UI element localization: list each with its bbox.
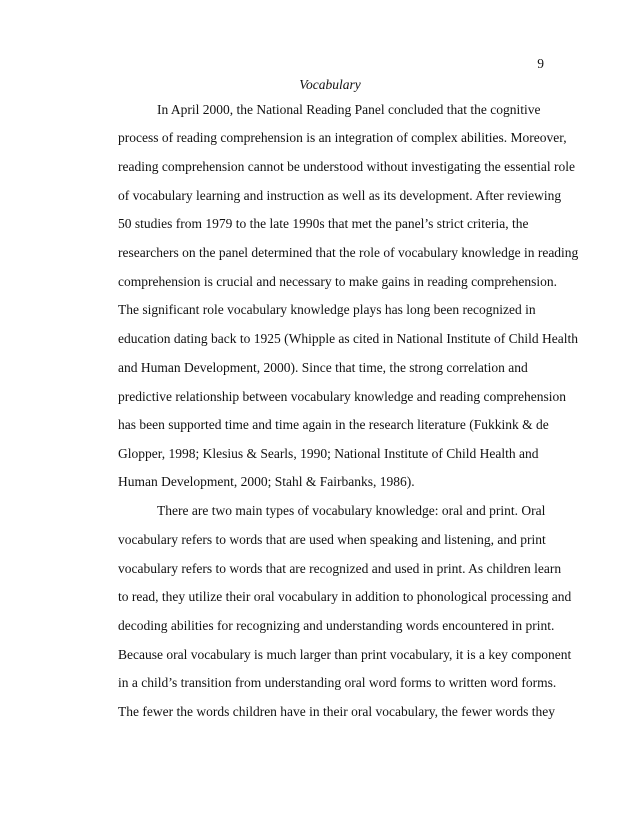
body-line: has been supported time and time again in the research literature (Fukkink & de	[118, 417, 549, 432]
body-line: decoding abilities for recognizing and understanding words encountered in print.	[118, 618, 555, 633]
body-line: predictive relationship between vocabulary knowledge and reading comprehension	[118, 389, 566, 404]
body-line: vocabulary refers to words that are recognized and used in print. As children learn	[118, 561, 562, 576]
page-number: 9	[537, 56, 544, 71]
body-line: In April 2000, the National Reading Panel concluded that the cognitive	[157, 102, 541, 117]
body-line: researchers on the panel determined that the role of vocabulary knowledge in reading	[118, 245, 579, 260]
body-line: 50 studies from 1979 to the late 1990s that met the panel’s strict criteria, the	[118, 216, 529, 231]
body-line: comprehension is crucial and necessary to make gains in reading comprehension.	[118, 274, 557, 289]
body-line: of vocabulary learning and instruction as well as its development. After reviewing	[118, 188, 562, 203]
body-line: There are two main types of vocabulary knowledge: oral and print. Oral	[157, 503, 546, 518]
body-line: The fewer the words children have in their oral vocabulary, the fewer words they	[118, 704, 555, 719]
body-line: in a child’s transition from understanding oral word forms to written word forms.	[118, 675, 557, 690]
body-line: Glopper, 1998; Klesius & Searls, 1990; National Institute of Child Health and	[118, 446, 539, 461]
body-line: process of reading comprehension is an integration of complex abilities. Moreover,	[118, 130, 567, 145]
body-line: The significant role vocabulary knowledge plays has long been recognized in	[118, 302, 536, 317]
body-line: education dating back to 1925 (Whipple as cited in National Institute of Child Health	[118, 331, 579, 346]
body-line: to read, they utilize their oral vocabulary in addition to phonological processing and	[118, 589, 572, 604]
body-line: and Human Development, 2000). Since that time, the strong correlation and	[118, 360, 528, 375]
body-line: vocabulary refers to words that are used when speaking and listening, and print	[118, 532, 546, 547]
body-line: Human Development, 2000; Stahl & Fairbanks, 1986).	[118, 474, 415, 489]
body-line: Because oral vocabulary is much larger than print vocabulary, it is a key component	[118, 647, 572, 662]
body-line: reading comprehension cannot be understood without investigating the essential role	[118, 159, 576, 174]
section-heading: Vocabulary	[299, 77, 361, 92]
